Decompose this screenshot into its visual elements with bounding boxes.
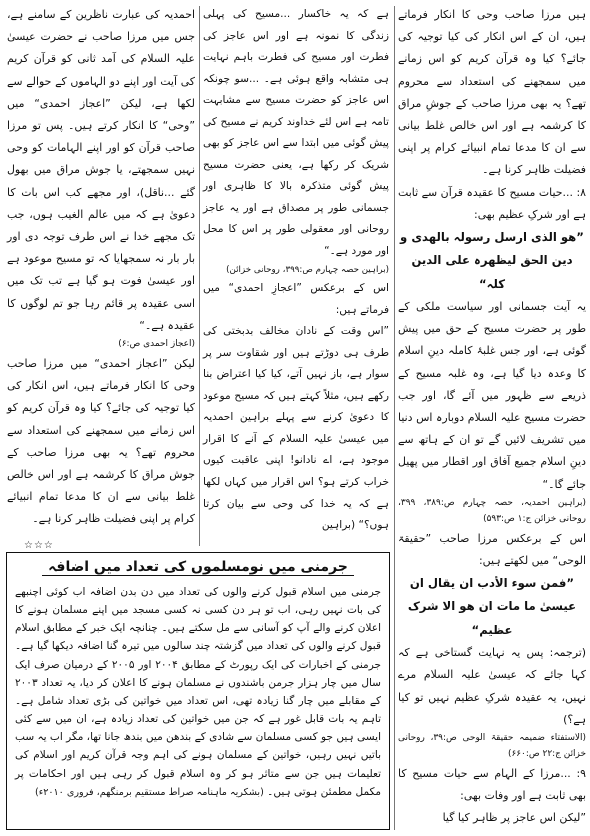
paragraph: ہیں مرزا صاحب وحی کا انکار فرماتے ہیں، ان کے اس انکار کی کیا توجیہ کی جائے؟ کیا وہ قرآن کریم کو اس زمانے میں سمجھنے کی استعداد سے محروم تھے؟ یہ بھی مرزا صاحب کے جوشِ مراق کا کرشمہ ہے اور اس خالص غلط بیانی سے ان کا مدعا تمام انبیائے کرام پر اپنی فضیلت ظاہر کرنا ہے۔ [398, 8, 586, 177]
column-divider [199, 6, 200, 546]
paragraph: اس کے برعکس مرزا صاحب ”حقیقۃ الوحی“ میں لکھتے ہیں: [398, 531, 586, 567]
stars-divider: ☆☆☆ [24, 540, 54, 551]
paragraph: لیکن ”اعجاز احمدی“ میں مرزا صاحب وحی کا انکار فرماتے ہیں، اس انکار کی کیا توجیہ کی جائے؟ کیا وہ قرآن کریم کو اس زمانے میں سمجھنے کی استعداد سے محروم تھے؟ یہ بھی مرزا صاحب کے جوش مراق کا کرشمہ ہے اور اس خالص غلط بیانی سے ان کا مدعا تمام انبیائے کرام پر اپنی فضیلت ظاہر کرنا ہے۔ [7, 357, 195, 526]
box-body [7, 581, 389, 802]
paragraph: ”لیکن اس عاجز پر ظاہر کیا گیا [442, 811, 586, 825]
paragraph: اس کے برعکس ”اعجازِ احمدی“ میں فرماتے ہیں: [203, 282, 389, 316]
arabic-quote: ”ھو الذی ارسل رسولہ بالھدی و دین الحق لیظھرہ علی الدین کلہ“ [400, 230, 584, 291]
paragraph: یہ آیت جسمانی اور سیاست ملکی کے طور پر حضرت مسیح کے حق میں پیش گوئی ہے، اور جس غلبۂ کاملہ دینِ اسلام کا وعدہ دیا گیا ہے، وہ غلبہ مسیح کے ذریعے سے ظہور میں آئے گا، اور جب حضرت مسیح علیہ السلام دوبارہ اس دنیا میں تشریف لائیں گے تو ان کے ہاتھ سے دینِ اسلام جمیع آفاق اور اقطار میں پھیل جائے گا۔“ [398, 299, 586, 491]
box-source: (بشکریہ ماہنامہ صراط مستقیم برمنگھم، فروری ۲۰۱۰ء) [34, 786, 264, 798]
section-heading: ۹: ...مرزا کے الہام سے حیات مسیح کا بھی ثابت ہے اور وفات بھی: [398, 766, 586, 803]
column-right [398, 4, 586, 830]
box-title: جرمنی میں نومسلموں کی تعداد میں اضافہ [7, 553, 389, 581]
paragraph: ”اس وقت کے نادان مخالف بدبختی کی طرف ہی دوڑتے ہیں اور شقاوت سر پر سوار ہے، باز نہیں آتے، کیا کیا اعتراض بنا رکھے ہیں، مثلاً کہتے ہیں کہ مسیح موعود کا دعویٰ کرنے سے پہلے براہین احمدیہ میں عیسیٰ علیہ السلام کے آنے کا اقرار موجود ہے، اے نادانو! اپنی عاقبت کیوں خراب کرتے ہو؟ اس اقرار میں کہاں لکھا ہے کہ یہ خدا کی وحی سے بیان کرتا ہوں؟“ (براہین [203, 325, 389, 532]
box-text: جرمنی میں اسلام قبول کرنے والوں کی تعداد میں دن بدن اضافہ اب کوئی اچنبھے کی بات نہیں رہی، اب تو ہر دن کسی نہ کسی مسجد میں اپنے مسلمان ہونے کا اعلان کرنے والے آپ کو آسانی سے مل سکتے ہیں۔ چنانچہ ایک خبر کے مطابق اسلام قبول کرنے والوں کی تعداد میں گزشتہ چند سالوں میں تیرہ گنا اضافہ دیکھا گیا ہے۔ جرمنی کے اخبارات کی ایک رپورٹ کے مطابق ۲۰۰۴ اور ۲۰۰۵ کے درمیان صرف ایک سال میں چار ہزار جرمن باشندوں نے مسلمان ہونے کا اعلان کر دیا، یہ تعداد ۲۰۰۳ کے مقابلے میں چار گنا زیادہ تھی، اس تعداد میں خواتین کی بڑی تعداد شامل ہے۔ تاہم یہ بات قابل غور ہے کہ جن میں خواتین کی تعداد زیادہ ہے، ان میں سے کئی ایسی ہیں جو کسی مسلمان سے شادی کے بندھن میں بندھ جانا تھا، مگر اب یہ سب باتیں نہیں رہیں، خواتین کے مسلمان ہونے کی اہم وجہ قرآن کریم اور اسلام کی تعلیمات ہیں جن سے متاثر ہو کر وہ اسلام قبول کر رہی ہیں اور احکامات پر مکمل مطمئن ہوتی ہیں۔ [15, 586, 381, 798]
section-heading: ۸: ...حیات مسیح کا عقیدہ قرآن سے ثابت ہے اور شرکِ عظیم بھی: [398, 185, 586, 221]
reference: (الاستفتاء ضمیمہ حقیقۃ الوحی ص:۳۹، روحانی خزائن ج:۲۲ ص:۶۶۰) [398, 732, 587, 759]
reference: (براہین حصہ چہارم ص:۳۹۹، روحانی خزائن) [226, 264, 389, 275]
column-divider [394, 6, 395, 830]
news-box [6, 552, 390, 830]
paragraph: ہے کہ یہ خاکسار ...مسیح کی پہلی زندگی کا نمونہ ہے اور اس عاجز کی فطرت اور مسیح کی فطرت باہم نہایت ہی متشابہ واقع ہوئی ہے۔ ...سو چونکہ اس عاجز کو حضرت مسیح سے مشابہت تامہ ہے اس لئے خداوند کریم نے مسیح کی پیش گوئی میں ابتدا سے اس عاجز کو بھی شریک کر رکھا ہے، یعنی حضرت مسیح پیش گوئی متذکرہ بالا کا ظاہری اور جسمانی طور پر مصداق ہے اور یہ عاجز روحانی اور معقولی طور پر اس کا محل اور مورد ہے۔“ [203, 8, 389, 258]
reference: (براہین احمدیہ، حصہ چہارم ص:۳۸۹، ۳۹۹، روحانی خزائن ج:۱ ص:۵۹۳) [398, 497, 586, 524]
reference: (اعجاز احمدی ص:۶) [118, 339, 195, 350]
paragraph: احمدیہ کی عبارت ناظرین کے سامنے ہے، جس میں مرزا صاحب نے حضرت عیسیٰ علیہ السلام کی آمد ثانی کو قرآن کریم کی آیت اور اپنے دو الہاموں کے حوالے سے لکھا ہے، لیکن ”اعجاز احمدی“ میں ”وحی“ کا انکار کرتے ہیں۔ پس تو مرزا صاحب قرآن کو اور اپنے الہامات کو وحی نہیں سمجھتے، یا جوش مراق میں بھول گئے ...ناقل)، اور مجھے کب اس بات کا دعویٰ ہے کہ میں عالم الغیب ہوں، جب تک مجھے خدا نے اس طرف توجہ دی اور بار بار نہ سمجھایا کہ تو مسیح موعود ہے اور عیسیٰ فوت ہو گیا ہے تب تک میں اسی عقیدہ پر قائم رہا جو تم لوگوں کا عقیدہ ہے۔“ [7, 8, 195, 332]
column-left [7, 4, 195, 531]
column-middle [203, 4, 389, 537]
arabic-quote: ”فمن سوء الأدب ان یقال ان عیسیٰ ما مات ان ھو الا شرک عظیم“ [407, 576, 577, 637]
paragraph: (ترجمہ: پس یہ نہایت گستاخی ہے کہ کہا جائے کہ عیسیٰ علیہ السلام مرے نہیں، یہ عقیدہ شرکِ عظیم نہیں تو کیا ہے؟) [398, 646, 586, 726]
